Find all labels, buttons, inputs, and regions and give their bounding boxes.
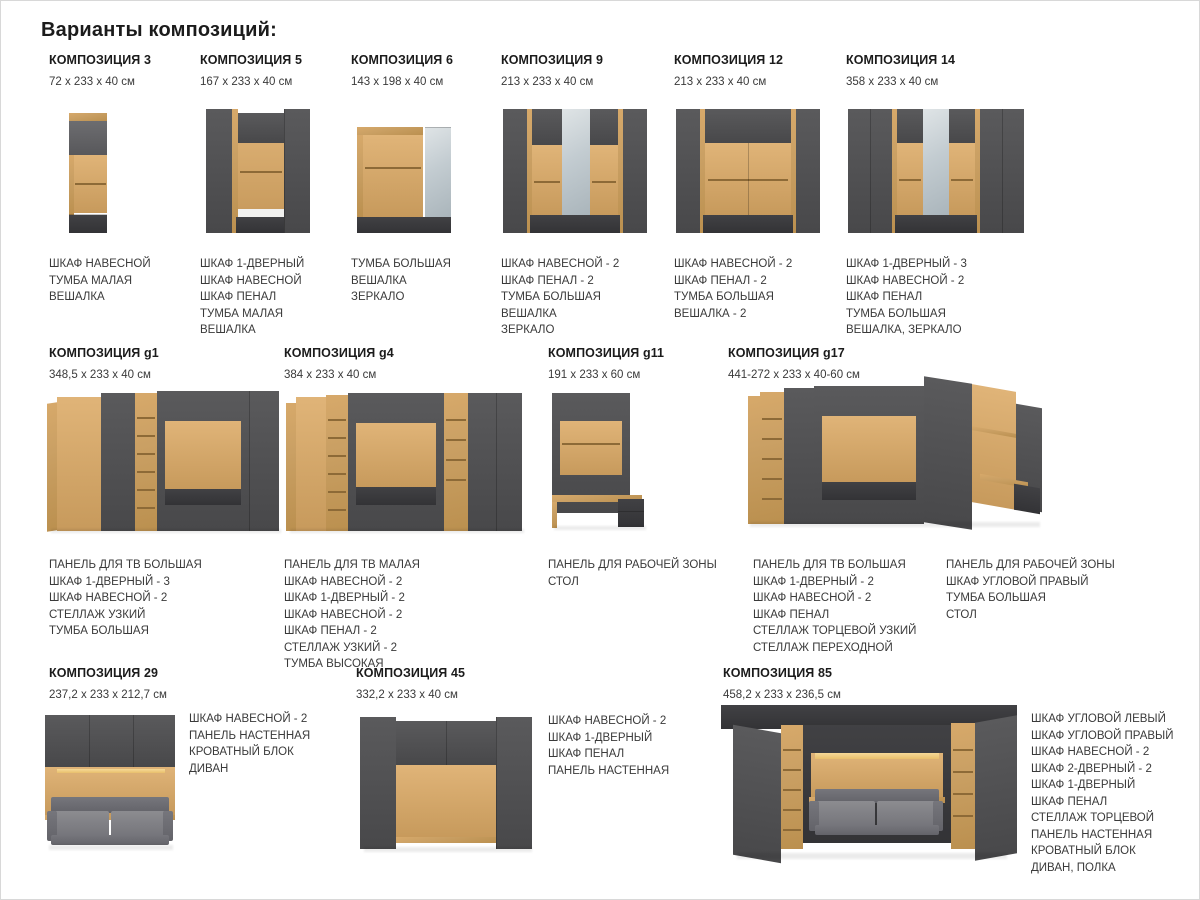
part-item: КРОВАТНЫЙ БЛОК (189, 746, 294, 758)
composition-parts-6 (351, 256, 451, 306)
part-item: СТЕЛЛАЖ УЗКИЙ (49, 608, 146, 621)
composition-dimensions: 213 x 233 x 40 см (501, 76, 594, 88)
part-item: ЗЕРКАЛО (501, 324, 555, 336)
composition-title: КОМПОЗИЦИЯ 3 (49, 53, 152, 67)
part-item: СТЕЛЛАЖ ПЕРЕХОДНОЙ (753, 641, 893, 654)
composition-dimensions: 441-272 x 233 x 40-60 см (728, 369, 860, 381)
part-item: ШКАФ 1-ДВЕРНЫЙ - 2 (284, 592, 405, 604)
composition-parts-85 (1031, 711, 1174, 876)
part-item: ТУМБА БОЛЬШАЯ (49, 625, 149, 637)
composition-card-12 (674, 53, 834, 88)
part-item: ШКАФ НАВЕСНОЙ (200, 274, 302, 287)
part-item: ПАНЕЛЬ НАСТЕННАЯ (548, 764, 670, 777)
composition-illustration-3 (49, 105, 159, 233)
composition-illustration-85 (711, 701, 1031, 866)
composition-parts-45 (548, 713, 669, 779)
part-item: ШКАФ НАВЕСНОЙ - 2 (284, 575, 403, 588)
part-item: ШКАФ НАВЕСНОЙ - 2 (753, 592, 872, 604)
composition-card-3 (49, 53, 189, 88)
composition-parts-12 (674, 256, 792, 322)
composition-dimensions: 167 x 233 x 40 см (200, 76, 293, 88)
part-item: ШКАФ НАВЕСНОЙ (49, 258, 151, 270)
part-item: СТОЛ (548, 575, 579, 588)
part-item: ПАНЕЛЬ ДЛЯ РАБОЧЕЙ ЗОНЫ (946, 559, 1115, 571)
part-item: ШКАФ 1-ДВЕРНЫЙ (548, 731, 653, 744)
composition-title: КОМПОЗИЦИЯ 12 (674, 53, 784, 67)
composition-card-29 (49, 666, 249, 701)
part-item: ШКАФ 1-ДВЕРНЫЙ - 2 (753, 575, 874, 588)
part-item: ШКАФ ПЕНАЛ - 2 (501, 274, 594, 287)
part-item: ШКАФ НАВЕСНОЙ - 2 (674, 258, 793, 270)
part-item: ТУМБА БОЛЬШАЯ (946, 592, 1046, 604)
composition-title: КОМПОЗИЦИЯ g17 (728, 346, 845, 360)
part-item: ШКАФ ПЕНАЛ - 2 (284, 625, 377, 637)
part-item: ПАНЕЛЬ ДЛЯ РАБОЧЕЙ ЗОНЫ (548, 559, 717, 571)
part-item: ВЕШАЛКА (49, 291, 105, 303)
composition-title: КОМПОЗИЦИЯ 9 (501, 53, 604, 67)
part-item: ШКАФ НАВЕСНОЙ - 2 (501, 258, 620, 270)
composition-dimensions: 358 x 233 x 40 см (846, 76, 939, 88)
composition-dimensions: 191 x 233 x 60 см (548, 369, 641, 381)
part-item: КРОВАТНЫЙ БЛОК (1031, 845, 1136, 857)
part-item: СТЕЛЛАЖ ТОРЦЕВОЙ УЗКИЙ (753, 625, 917, 637)
composition-card-g1 (49, 346, 249, 381)
composition-dimensions: 237,2 x 233 x 212,7 см (49, 689, 167, 701)
part-item: ШКАФ 1-ДВЕРНЫЙ - 3 (49, 575, 170, 588)
part-item: ТУМБА МАЛАЯ (49, 274, 133, 287)
composition-dimensions: 332,2 x 233 x 40 см (356, 689, 458, 701)
part-item: ДИВАН, ПОЛКА (1031, 861, 1116, 874)
part-item: ПАНЕЛЬ ДЛЯ ТВ БОЛЬШАЯ (49, 559, 202, 571)
part-item: ШКАФ 1-ДВЕРНЫЙ - 3 (846, 258, 967, 270)
part-item: ТУМБА БОЛЬШАЯ (351, 258, 451, 270)
part-item: ШКАФ УГЛОВОЙ ЛЕВЫЙ (1031, 713, 1166, 725)
part-item: ВЕШАЛКА (501, 307, 557, 320)
composition-illustration-45 (356, 713, 546, 863)
composition-title: КОМПОЗИЦИЯ 45 (356, 666, 466, 680)
part-item: ШКАФ ПЕНАЛ (200, 291, 277, 303)
composition-illustration-g17 (728, 374, 1068, 534)
composition-card-g4 (284, 346, 484, 381)
composition-title: КОМПОЗИЦИЯ g11 (548, 346, 665, 360)
composition-title: КОМПОЗИЦИЯ 6 (351, 53, 454, 67)
composition-illustration-9 (501, 105, 651, 233)
part-item: СТЕЛЛАЖ УЗКИЙ - 2 (284, 641, 398, 654)
part-item: ЗЕРКАЛО (351, 291, 405, 303)
composition-parts-g4 (284, 557, 420, 673)
part-item: ШКАФ НАВЕСНОЙ - 2 (548, 715, 667, 727)
page-title: Варианты композиций: (41, 19, 278, 41)
composition-illustration-12 (674, 105, 824, 233)
composition-parts-g17 (753, 557, 916, 656)
part-item: ТУМБА БОЛЬШАЯ (501, 291, 601, 303)
part-item: ВЕШАЛКА, ЗЕРКАЛО (846, 324, 962, 336)
composition-card-g11 (548, 346, 718, 381)
part-item: ШКАФ ПЕНАЛ (1031, 795, 1108, 808)
composition-illustration-g1 (45, 379, 285, 534)
part-item: ШКАФ НАВЕСНОЙ - 2 (1031, 746, 1150, 758)
part-item: ШКАФ ПЕНАЛ (846, 291, 923, 303)
composition-card-45 (356, 666, 556, 701)
part-item: ТУМБА БОЛЬШАЯ (846, 307, 946, 320)
part-item: ПАНЕЛЬ НАСТЕННАЯ (189, 729, 311, 742)
composition-title: КОМПОЗИЦИЯ 29 (49, 666, 159, 680)
part-item: ШКАФ НАВЕСНОЙ - 2 (284, 608, 403, 621)
composition-illustration-6 (351, 105, 471, 233)
part-item: ШКАФ ПЕНАЛ (753, 608, 830, 621)
composition-card-5 (200, 53, 350, 88)
composition-title: КОМПОЗИЦИЯ 14 (846, 53, 956, 67)
composition-illustration-5 (200, 105, 320, 233)
composition-illustration-g4 (284, 379, 534, 534)
composition-dimensions: 213 x 233 x 40 см (674, 76, 767, 88)
composition-parts-14 (846, 256, 967, 339)
composition-card-6 (351, 53, 501, 88)
composition-parts-3 (49, 256, 151, 306)
part-item: ШКАФ НАВЕСНОЙ - 2 (189, 713, 308, 725)
composition-card-85 (723, 666, 953, 701)
composition-title: КОМПОЗИЦИЯ 85 (723, 666, 833, 680)
composition-parts-g11 (548, 557, 717, 590)
composition-illustration-g11 (548, 387, 678, 532)
composition-dimensions: 348,5 x 233 x 40 см (49, 369, 151, 381)
part-item: ВЕШАЛКА (351, 274, 407, 287)
composition-card-9 (501, 53, 661, 88)
part-item: ДИВАН (189, 762, 229, 775)
part-item: ШКАФ 1-ДВЕРНЫЙ (200, 258, 305, 270)
part-item: СТЕЛЛАЖ ТОРЦЕВОЙ (1031, 812, 1154, 824)
composition-parts-5 (200, 256, 304, 339)
part-item: ПАНЕЛЬ НАСТЕННАЯ (1031, 828, 1153, 841)
part-item: ШКАФ УГЛОВОЙ ПРАВЫЙ (946, 575, 1089, 588)
part-item: ШКАФ 1-ДВЕРНЫЙ (1031, 779, 1136, 791)
part-item: ТУМБА МАЛАЯ (200, 307, 284, 320)
part-item: ШКАФ НАВЕСНОЙ - 2 (846, 274, 965, 287)
part-item: ШКАФ ПЕНАЛ - 2 (674, 274, 767, 287)
composition-dimensions: 72 x 233 x 40 см (49, 76, 135, 88)
part-item: ВЕШАЛКА - 2 (674, 307, 747, 320)
part-item: ВЕШАЛКА (200, 324, 256, 336)
composition-illustration-14 (846, 105, 1026, 233)
part-item: ШКАФ УГЛОВОЙ ПРАВЫЙ (1031, 729, 1174, 742)
composition-parts-g17-right (946, 557, 1115, 623)
part-item: ТУМБА БОЛЬШАЯ (674, 291, 774, 303)
part-item: ТУМБА ВЫСОКАЯ (284, 658, 384, 670)
composition-title: КОМПОЗИЦИЯ 5 (200, 53, 303, 67)
composition-card-14 (846, 53, 1016, 88)
part-item: СТОЛ (946, 608, 977, 621)
part-item: ШКАФ ПЕНАЛ (548, 748, 625, 760)
composition-dimensions: 384 x 233 x 40 см (284, 369, 377, 381)
part-item: ШКАФ НАВЕСНОЙ - 2 (49, 592, 168, 604)
composition-parts-g1 (49, 557, 202, 640)
part-item: ПАНЕЛЬ ДЛЯ ТВ МАЛАЯ (284, 559, 420, 571)
composition-parts-9 (501, 256, 619, 339)
composition-parts-29 (189, 711, 310, 777)
composition-title: КОМПОЗИЦИЯ g4 (284, 346, 394, 360)
part-item: ПАНЕЛЬ ДЛЯ ТВ БОЛЬШАЯ (753, 559, 906, 571)
composition-dimensions: 143 x 198 x 40 см (351, 76, 444, 88)
composition-dimensions: 458,2 x 233 x 236,5 см (723, 689, 841, 701)
composition-title: КОМПОЗИЦИЯ g1 (49, 346, 159, 360)
part-item: ШКАФ 2-ДВЕРНЫЙ - 2 (1031, 762, 1152, 775)
